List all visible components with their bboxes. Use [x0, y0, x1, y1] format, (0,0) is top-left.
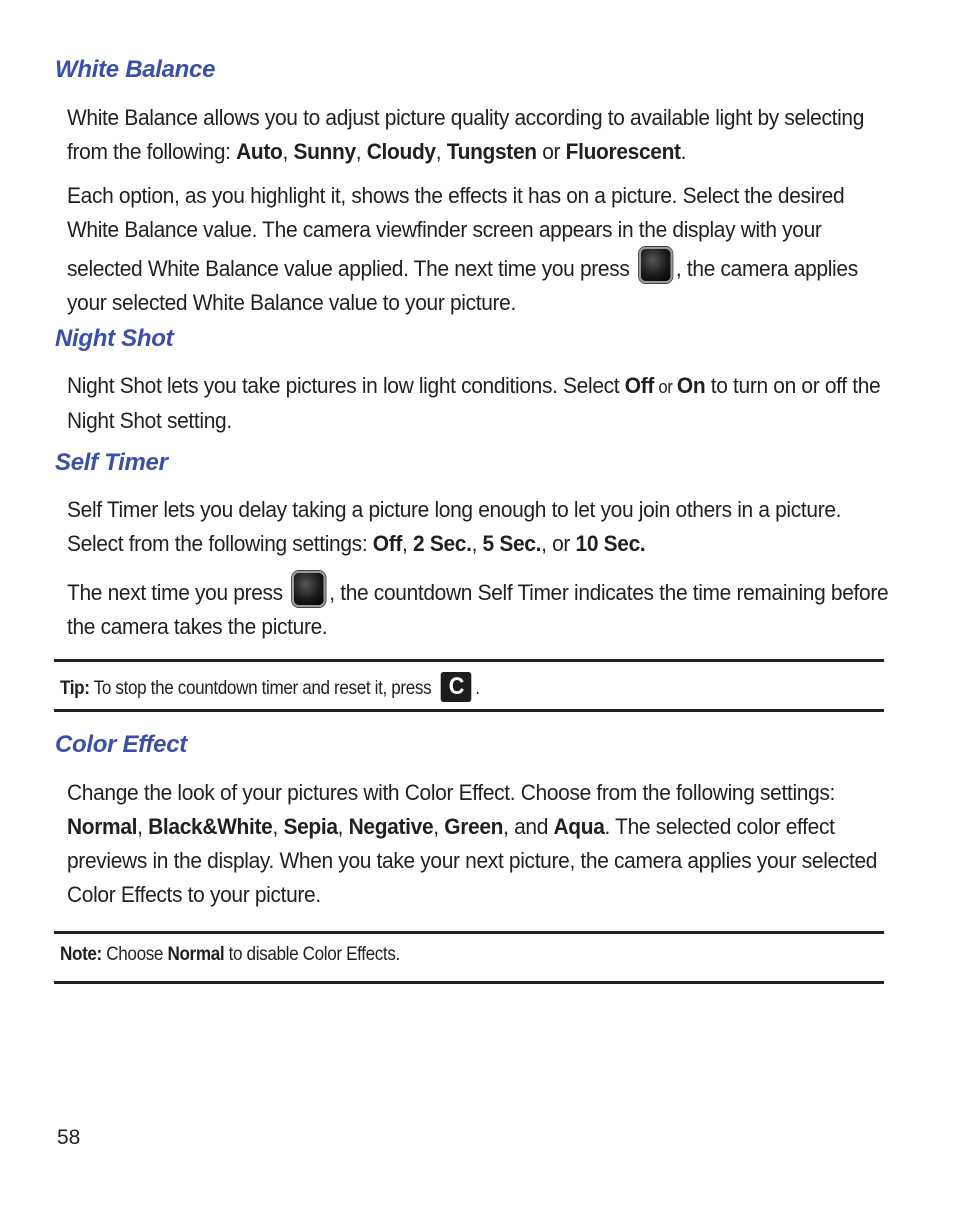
heading-white-balance: White Balance: [55, 56, 216, 83]
page-number: 58: [57, 1126, 81, 1149]
option-cloudy: Cloudy: [366, 139, 436, 164]
note-box: [54, 931, 884, 984]
option-normal: Normal: [67, 814, 138, 839]
option-off: Off: [372, 531, 403, 556]
tip-box: [54, 659, 884, 712]
option-sunny: Sunny: [293, 139, 356, 164]
option-negative: Negative: [348, 814, 434, 839]
heading-night-shot: Night Shot: [55, 325, 174, 352]
tip-label: Tip:: [60, 678, 90, 699]
option-5-sec: 5 Sec.: [482, 531, 542, 556]
option-fluorescent: Fluorescent: [565, 139, 681, 164]
heading-self-timer: Self Timer: [55, 449, 168, 476]
option-black-white: Black&White: [148, 814, 273, 839]
note-label: Note:: [60, 944, 102, 965]
heading-color-effect: Color Effect: [55, 731, 187, 758]
option-off: Off: [624, 373, 654, 398]
camera-key-icon: [639, 247, 672, 283]
option-tungsten: Tungsten: [446, 139, 537, 164]
option-on: On: [676, 373, 706, 398]
option-green: Green: [444, 814, 504, 839]
option-auto: Auto: [236, 139, 283, 164]
camera-key-icon: [292, 571, 325, 607]
tip-text: Tip: To stop the countdown timer and reset it, press C .: [60, 673, 480, 700]
white-balance-paragraph-1: White Balance allows you to adjust picture quality according to available light by selecting from the following: Auto, Sunny, Cloudy, Tungsten or Fluorescent.: [67, 105, 865, 164]
option-10-sec: 10 Sec.: [575, 531, 646, 556]
self-timer-paragraph-2: The next time you press , the countdown Self Timer indicates the time remaining before the camera takes the picture.: [67, 571, 889, 644]
self-timer-paragraph-1: Self Timer lets you delay taking a picture long enough to let you join others in a picture. Select from the following settings: Off, 2 Sec., 5 Sec., or 10 Sec.: [67, 497, 842, 556]
clear-key-icon: C: [441, 672, 472, 702]
white-balance-paragraph-2: Each option, as you highlight it, shows the effects it has on a picture. Select the desired White Balance value. The camera viewfinder screen appears in the display with your selected White Balance value applied. The next time you press , the camera applies your selected White Balance value to your picture.: [67, 183, 858, 315]
note-text: Note: Choose Normal to disable Color Effects.: [60, 944, 400, 965]
option-aqua: Aqua: [553, 814, 605, 839]
note-normal: Normal: [167, 944, 225, 965]
color-effect-paragraph: Change the look of your pictures with Color Effect. Choose from the following settings: Normal, Black&White, Sepia, Negative, Green, and Aqua. The selected color effect previews in the display. When you take your next picture, the camera applies your selected Color Effects to your picture.: [67, 780, 878, 907]
option-sepia: Sepia: [283, 814, 338, 839]
option-2-sec: 2 Sec.: [413, 531, 472, 556]
night-shot-paragraph: Night Shot lets you take pictures in low light conditions. Select Off or On to turn on or off the Night Shot setting.: [67, 373, 881, 433]
